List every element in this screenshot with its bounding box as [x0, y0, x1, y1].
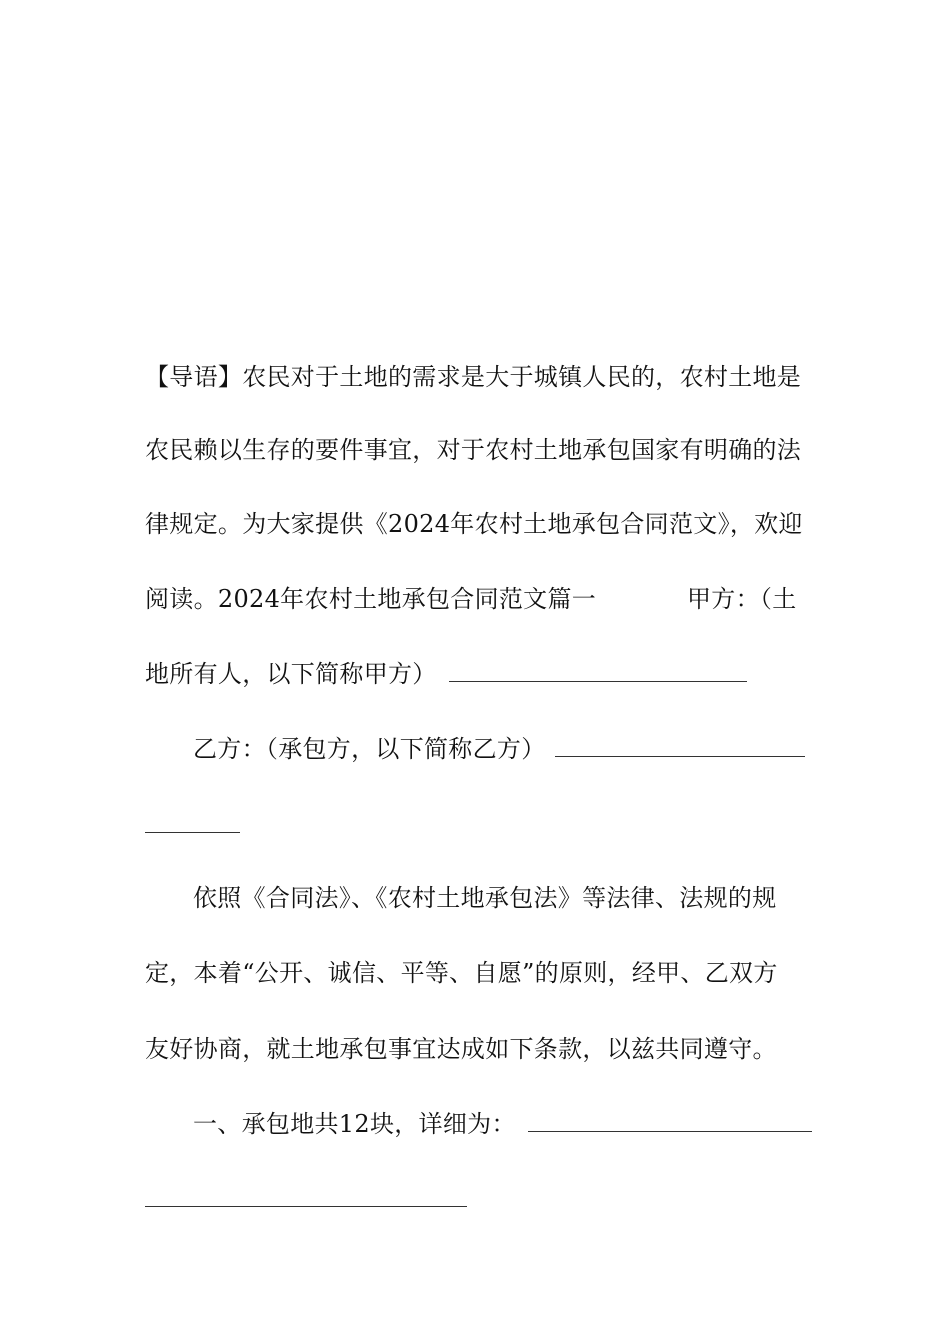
clause-one-label: 一、承包地共12块，详细为： — [193, 1110, 516, 1138]
intro-line-4 — [145, 584, 810, 614]
title-text: 阅读。2024年农村土地承包合同范文篇一 — [145, 585, 597, 613]
party-a-heading: 甲方：（土 — [687, 585, 797, 613]
intro-line-3: 律规定。为大家提供《2024年农村土地承包合同范文》，欢迎 — [145, 510, 803, 538]
principle-line-3: 友好协商，就土地承包事宜达成如下条款，以兹共同遵守。 — [145, 1035, 777, 1063]
intro-line-2: 农民赖以生存的要件事宜，对于农村土地承包国家有明确的法 — [145, 436, 802, 464]
party-b-label: 乙方：（承包方，以下简称乙方） — [193, 735, 546, 763]
party-a-line — [145, 659, 810, 689]
party-b-blank[interactable] — [555, 736, 805, 757]
principle-line-1: 依照《合同法》、《农村土地承包法》等法律、法规的规 — [193, 884, 777, 912]
party-b-line — [193, 734, 810, 764]
principle-line-2: 定，本着“公开、诚信、平等、自愿”的原则，经甲、乙双方 — [145, 959, 778, 987]
clause-one-blank-continued[interactable] — [145, 1205, 467, 1207]
party-b-blank-continued[interactable] — [145, 831, 240, 833]
clause-one-line — [193, 1109, 810, 1139]
clause-one-blank[interactable] — [528, 1111, 812, 1132]
intro-line-1: 【导语】农民对于土地的需求是大于城镇人民的，农村土地是 — [145, 363, 802, 391]
party-a-label: 地所有人，以下简称甲方） — [145, 660, 437, 688]
party-a-blank[interactable] — [449, 661, 747, 682]
